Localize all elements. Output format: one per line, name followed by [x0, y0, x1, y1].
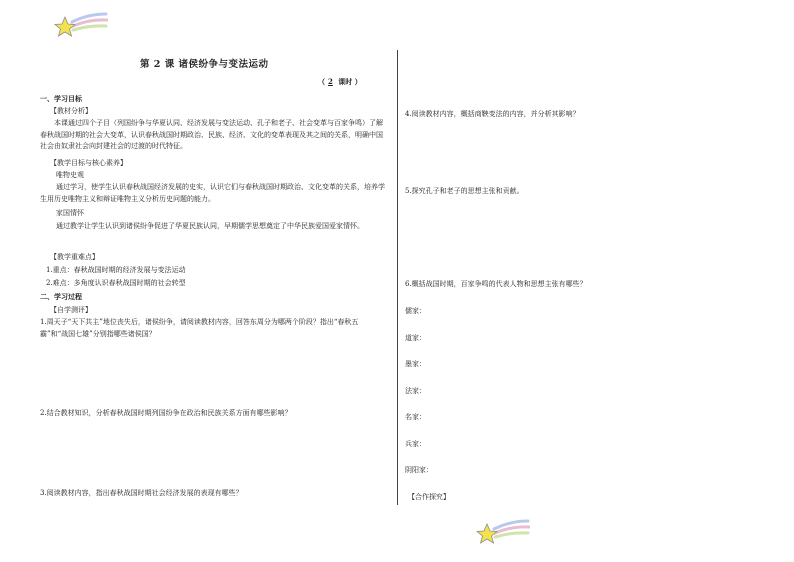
- lesson-period-suffix: 课时 ）: [335, 77, 362, 86]
- column-divider: [397, 50, 398, 505]
- lesson-period-open: （: [318, 77, 325, 86]
- section-heading-process: 二、学习过程: [40, 292, 82, 301]
- goals-heading: 【教学目标与核心素养】: [50, 159, 127, 167]
- goal1-title: 唯物史观: [56, 171, 84, 179]
- key-point-2: 2.难点：多角度认识春秋战国时期的社会转型: [46, 279, 186, 287]
- lesson-period-number: 2: [328, 77, 333, 86]
- goal1-text: 通过学习，使学生认识春秋战国经济发展的史实，认识它们与春秋战国时期政治、文化变革的关系，培养学生用历史唯物主义和辩证唯物主义分析历史问题的能力。: [40, 183, 385, 203]
- lesson-title: 第 2 课 诸侯纷争与变法运动: [140, 59, 269, 70]
- question-2: 2.结合教材知识，分析春秋战国时期列国纷争在政治和民族关系方面有哪些影响？: [40, 409, 292, 417]
- lesson-period: [318, 77, 362, 87]
- school-legalism: 法家：: [405, 387, 426, 395]
- goal2-title: 家国情怀: [56, 209, 84, 217]
- cooperative-inquiry-heading: 【合作探究】: [408, 493, 450, 501]
- school-logicians: 名家：: [405, 413, 426, 421]
- question-5: 5.探究孔子和老子的思想主张和贡献。: [405, 187, 524, 195]
- key-point-1: 1.重点：春秋战国时期的经济发展与变法运动: [46, 266, 186, 274]
- question-6: 6.概括战国时期，百家争鸣的代表人物和思想主张有哪些？: [405, 280, 587, 288]
- key-points-heading: 【教学重难点】: [50, 253, 99, 261]
- school-taoism: 道家：: [405, 334, 426, 342]
- school-yin-yang: 阴阳家：: [405, 466, 433, 474]
- shooting-star-icon: [52, 10, 108, 44]
- question-4: 4.阅读教材内容，概括商鞅变法的内容，并分析其影响？: [405, 110, 580, 118]
- school-confucianism: 儒家：: [405, 307, 426, 315]
- section-heading-goals: 一、学习目标: [40, 94, 82, 103]
- question-3: 3.阅读教材内容，指出春秋战国时期社会经济发展的表现有哪些？: [40, 489, 243, 497]
- goal2-text: 通过教学让学生认识到诸侯纷争促进了华夏民族认同，早期儒学思想奠定了中华民族爱国爱家情怀。: [56, 222, 364, 230]
- textbook-analysis-heading: 【教材分析】: [50, 107, 92, 115]
- self-test-heading: 【自学测评】: [50, 306, 92, 314]
- shooting-star-icon: [474, 517, 530, 551]
- school-mohism: 墨家：: [405, 360, 426, 368]
- school-military: 兵家：: [405, 440, 426, 448]
- question-1: 1.周天子“天下共主”地位丧失后，诸侯纷争，请阅读教材内容，回答东周分为哪两个阶段？指出“春秋五霸”和“战国七雄”分别指哪些诸侯国？: [40, 318, 359, 338]
- textbook-analysis-text: 本课通过四个子目（列国纷争与华夏认同、经济发展与变法运动、孔子和老子、社会变革与百家争鸣）了解春秋战国时期的社会大变革，认识春秋战国时期政治、民族、经济、文化的变革表现及其之间的关系，明确中国社会由奴隶社会向封建社会的过渡的时代特征。: [40, 119, 383, 150]
